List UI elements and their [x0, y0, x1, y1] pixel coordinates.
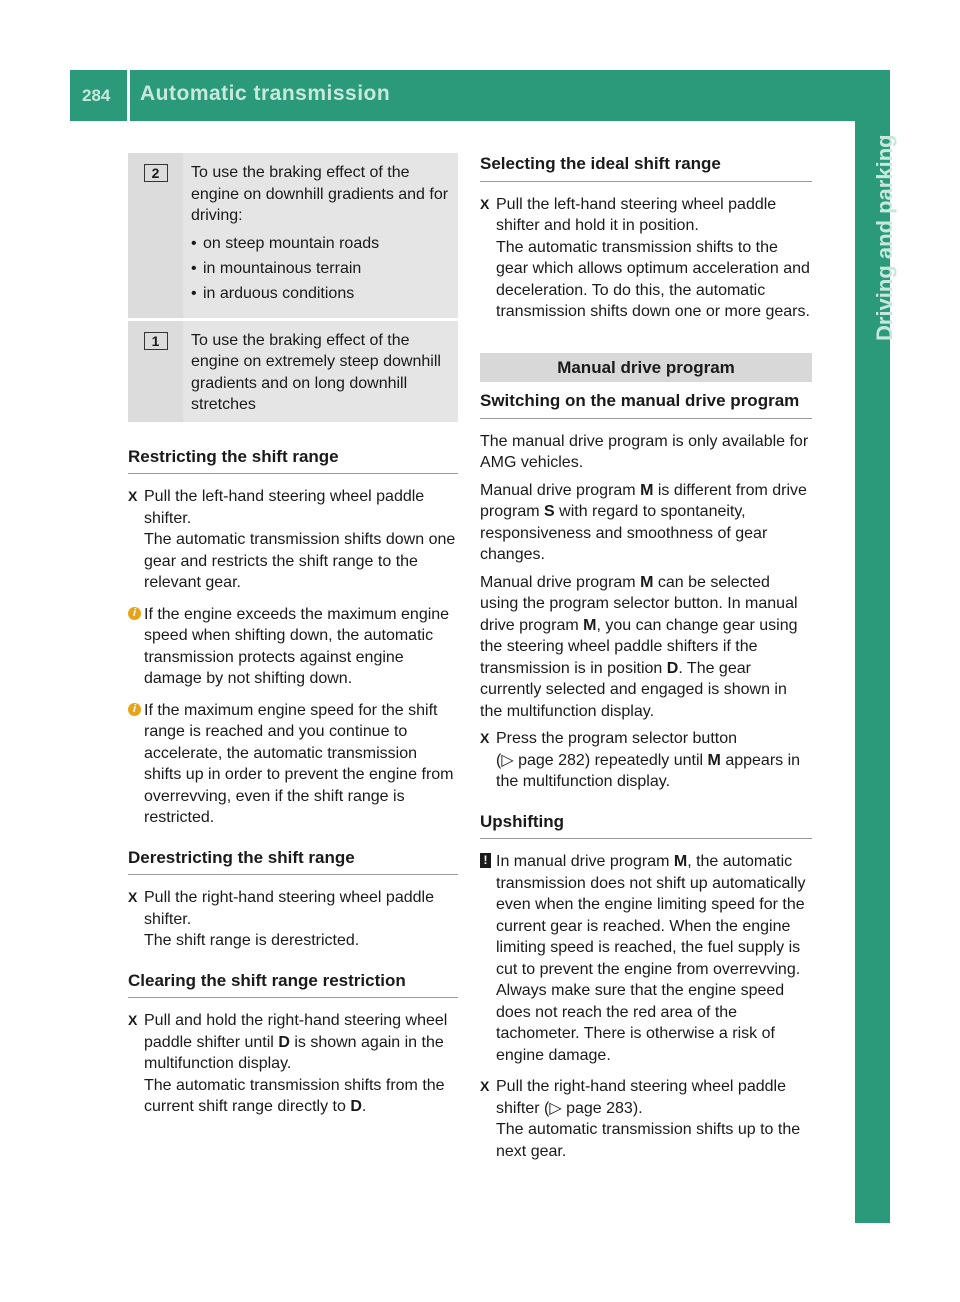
page-title: Automatic transmission — [140, 82, 391, 105]
info-icon: i — [128, 703, 141, 716]
header-divider — [127, 70, 130, 121]
side-tab-label: Driving and parking — [872, 134, 897, 341]
gear-row-1 — [128, 321, 458, 422]
step-text: Pull and hold the right-hand steering wheel paddle shifter until D is shown again in the multifunction display. — [144, 1012, 448, 1072]
paragraph: The manual drive program is only available for AMG vehicles. — [480, 432, 809, 471]
note-text: If the maximum engine speed for the shift range is reached and you continue to accelerate, the automatic transmission shifts up in order to prevent the engine from overrevving, even if the shift range is restricted. — [144, 701, 454, 826]
step-text: Pull the left-hand steering wheel paddle shifter. — [144, 488, 425, 527]
step-arrow-icon: X — [480, 195, 490, 212]
step-result: The automatic transmission shifts up to the next gear. — [496, 1121, 801, 1160]
side-tab — [855, 121, 897, 1223]
gear-table — [128, 153, 458, 422]
info-note — [128, 604, 458, 690]
step-text: Pull the left-hand steering wheel paddle shifter and hold it in position. — [496, 195, 777, 234]
instruction-step — [480, 1076, 812, 1162]
section-heading-derestricting: Derestricting the shift range — [128, 847, 458, 876]
step-text: Press the program selector button (▷ page 282) repeatedly until M appears in the multifunction display. — [496, 730, 801, 790]
section-heading-ideal: Selecting the ideal shift range — [480, 153, 812, 182]
note-text: If the engine exceeds the maximum engine speed when shifting down, the automatic transmission protects against engine damage by not shifting down. — [144, 605, 450, 687]
gear-key-2: 2 — [144, 164, 168, 182]
bullet-item: • in arduous conditions — [191, 283, 452, 305]
instruction-step — [480, 728, 812, 793]
section-heading-manual: Switching on the manual drive program — [480, 390, 812, 419]
step-arrow-icon: X — [128, 1012, 138, 1028]
section-banner: Manual drive program — [480, 353, 812, 383]
step-result: The automatic transmission shifts down one gear and restricts the shift range to the relevant gear. — [144, 531, 456, 591]
warning-note — [480, 851, 812, 1066]
info-note — [128, 700, 458, 829]
gear-desc-2: To use the braking effect of the engine on downhill gradients and for driving: — [191, 164, 449, 224]
step-text: Pull the right-hand steering wheel paddle shifter. — [144, 889, 434, 928]
left-column — [128, 153, 458, 1128]
section-heading-restricting: Restricting the shift range — [128, 446, 458, 475]
warning-text: In manual drive program M, the automatic transmission does not shift up automatically even when the engine limiting speed for the current gear is reached. When the engine limiting speed is reached, the fuel supply is cut to prevent the engine from overrevving. Always make sure that the engine speed does not reach the red area of the tachometer. There is otherwise a risk of engine damage. — [496, 853, 806, 1064]
warning-icon: ! — [480, 853, 491, 868]
bullet-item: • on steep mountain roads — [191, 233, 452, 255]
step-arrow-icon: X — [128, 488, 138, 504]
right-column — [480, 153, 812, 1172]
gear-desc-1: To use the braking effect of the engine on extremely steep downhill gradients and on long downhill stretches — [191, 331, 441, 413]
section-heading-clearing: Clearing the shift range restriction — [128, 970, 458, 999]
step-arrow-icon: X — [480, 730, 490, 746]
instruction-step — [480, 194, 812, 323]
bullet-item: • in mountainous terrain — [191, 258, 452, 280]
instruction-step — [128, 1010, 458, 1118]
section-heading-upshifting: Upshifting — [480, 811, 812, 840]
page-number: 284 — [82, 86, 111, 105]
paragraph: Manual drive program M can be selected using the program selector button. In manual drive program M, you can change gear using the steering wheel paddle shifters if the transmission is in position D. The gear currently selected and engaged is shown in the multifunction display. — [480, 573, 798, 720]
gear-row-2 — [128, 153, 458, 318]
step-arrow-icon: X — [128, 889, 138, 905]
gear-bullets-2 — [191, 233, 452, 305]
paragraph: Manual drive program M is different from drive program S with regard to spontaneity, responsiveness and smoothness of gear changes. — [480, 481, 807, 563]
step-arrow-icon: X — [480, 1078, 490, 1094]
step-result: The automatic transmission shifts to the gear which allows optimum acceleration and deceleration. To do this, the automatic transmission shifts down one or more gears. — [496, 238, 810, 320]
instruction-step — [128, 887, 458, 952]
instruction-step — [128, 486, 458, 594]
page-header — [70, 70, 890, 121]
gear-key-1: 1 — [144, 332, 168, 350]
step-result: The automatic transmission shifts from the current shift range directly to D. — [144, 1076, 445, 1115]
step-result: The shift range is derestricted. — [144, 932, 360, 949]
step-text: Pull the right-hand steering wheel paddle shifter (▷ page 283). — [496, 1078, 786, 1117]
info-icon: i — [128, 607, 141, 620]
